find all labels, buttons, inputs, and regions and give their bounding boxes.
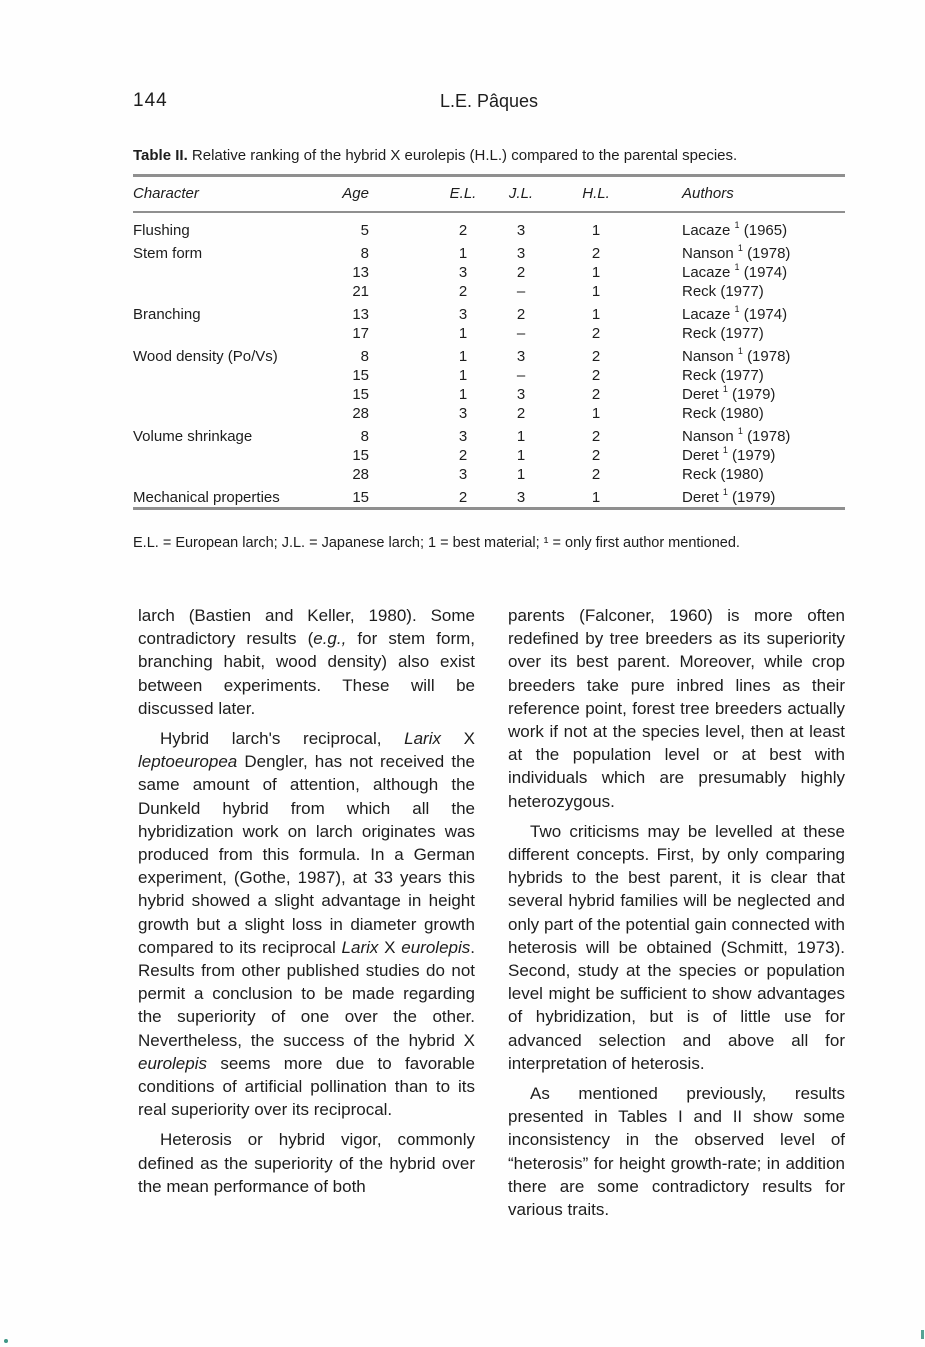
age-cell: 8 [360,428,369,445]
text-run: Two criticisms may be levelled at these different concepts. First, by only comparing hybrids to the best parent, it is clear that several hybrid families will be neglected and only part of the potential gain connected with heterosis will be obtained (Schmitt, 1973). Second, study at the species or population level might be sufficient to show advantages of hybridization, but is of little use for advanced selection and above all for interpretation of heterosis. [508,821,845,1073]
footnote-marker: 1 [722,487,728,497]
table-row [133,488,845,507]
paragraph [138,1128,475,1198]
authors-cell: Reck (1977) [682,325,764,342]
jl-cell: 3 [516,489,526,506]
table-caption-label: Table II. [133,147,188,164]
text-run: eurolepis [401,937,471,957]
table-top-rule [133,174,845,177]
text-run: . Results from other published studies do not permit a conclusion to be made regarding the superiority of one over the other. Nevertheless, the success of the hybrid X [138,937,475,1050]
el-cell: 2 [458,489,468,506]
table-row [133,385,845,404]
authors-cell: Lacaze $^1$ (1965) [682,220,788,239]
table-group [133,244,845,301]
authors-cell: Lacaze $^1$ (1974) [682,304,788,323]
table-header-row [133,185,845,202]
table-mid-rule [133,211,845,213]
hl-cell: 1 [591,264,601,281]
age-cell: 15 [352,489,369,506]
table-body [133,221,845,511]
hl-cell: 1 [591,489,601,506]
table-row [133,221,845,240]
table-row [133,465,845,484]
text-run: seems more due to favorable conditions of artificial pollination than to its real superiority over its reciprocal. [138,1053,475,1120]
table-row [133,404,845,423]
age-cell: 21 [352,283,369,300]
jl-cell: – [516,325,526,342]
column-header-authors: Authors [682,185,734,202]
age-cell: 28 [352,466,369,483]
authors-cell: Nanson $^1$ (1978) [682,346,791,365]
footnote-marker: 1 [734,304,740,314]
paragraph [508,604,845,813]
page-number: 144 [133,90,168,111]
table-bottom-rule [133,507,845,510]
footnote-marker: 1 [722,384,728,394]
text-run: Dengler, has not received the same amount of attention, although the Dunkeld hybrid from which all the hybridization work on larch originates was produced from this formula. In a German experiment, (Gothe, 1987), at 33 years this hybrid showed a slight advantage in height growth but a slight loss in diameter growth compared to its reciprocal [138,752,475,957]
text-run: leptoeuropea [138,752,238,772]
authors-cell: Reck (1977) [682,367,764,384]
table-row [133,446,845,465]
table-caption-text: Relative ranking of the hybrid X eurolepis (H.L.) compared to the parental species. [187,147,738,164]
el-cell: 2 [458,222,468,239]
age-cell: 17 [352,325,369,342]
hl-cell: 1 [591,283,601,300]
text-run: X [441,729,476,749]
table-row [133,427,845,446]
body-text [138,604,845,1228]
el-cell: 2 [458,283,468,300]
column-header-h-l: H.L. [582,185,610,202]
age-cell: 8 [360,245,369,262]
footnote-marker: 1 [722,445,728,455]
text-column-left [138,604,475,1228]
hl-cell: 2 [591,447,601,464]
text-run: parents (Falconer, 1960) is more often redefined by tree breeders as its superiority over its best parent. Moreover, while crop breeders take pure inbred lines as their reference point, forest tree breeders actually work if not at the species level, then at least at the population level or at best with individuals which are presumably highly heterozygous. [508,606,845,811]
authors-cell: Reck (1980) [682,466,764,483]
scan-artifact [921,1330,924,1339]
el-cell: 1 [458,245,468,262]
footnote-marker: 1 [734,220,740,230]
paragraph [508,1082,845,1221]
jl-cell: 2 [516,264,526,281]
hl-cell: 1 [591,222,601,239]
footnote-marker: 1 [734,262,740,272]
text-run: for stem form, branching habit, wood density) also exist between experiments. These will be discussed later. [138,629,475,718]
authors-cell: Deret $^1$ (1979) [682,384,776,403]
authors-cell: Deret $^1$ (1979) [682,487,776,506]
character-cell: Volume shrinkage [133,428,253,445]
text-run: As mentioned previously, results presented in Tables I and II show some inconsistency in the observed level of “heterosis” for height growth-rate; in addition there are some contradictory results for various traits. [508,1084,845,1220]
el-cell: 3 [458,405,468,422]
text-run: Larix [341,937,379,957]
table-group [133,488,845,507]
column-header-e-l: E.L. [449,185,477,202]
footnote-marker: 1 [737,346,743,356]
jl-cell: 1 [516,428,526,445]
character-cell: Wood density (Po/Vs) [133,348,278,365]
authors-cell: Nanson $^1$ (1978) [682,243,791,262]
table-row [133,263,845,282]
table-row [133,347,845,366]
table-group [133,347,845,423]
character-cell [133,282,305,301]
el-cell: 1 [458,348,468,365]
age-cell: 13 [352,264,369,281]
hl-cell: 2 [591,428,601,445]
character-cell [133,385,305,404]
age-cell: 15 [352,447,369,464]
column-header-age: Age [342,185,369,202]
character-cell [133,446,305,465]
hl-cell: 2 [591,386,601,403]
character-cell [133,324,305,343]
el-cell: 1 [458,325,468,342]
age-cell: 15 [352,386,369,403]
age-cell: 8 [360,348,369,365]
character-cell [133,404,305,423]
authors-cell: Deret $^1$ (1979) [682,445,776,464]
hl-cell: 2 [591,466,601,483]
column-header-j-l: J.L. [508,185,534,202]
character-cell [133,366,305,385]
age-cell: 5 [360,222,369,239]
jl-cell: 3 [516,222,526,239]
table-row [133,244,845,263]
jl-cell: 1 [516,447,526,464]
text-run: e.g., [313,629,347,649]
jl-cell: 3 [516,245,526,262]
character-cell: Stem form [133,245,203,262]
paragraph [138,604,475,720]
age-cell: 15 [352,367,369,384]
hl-cell: 1 [591,405,601,422]
paragraph [508,820,845,1075]
el-cell: 3 [458,466,468,483]
table-group [133,427,845,484]
table-row [133,282,845,301]
character-cell: Mechanical properties [133,489,280,506]
jl-cell: – [516,367,526,384]
character-cell [133,465,305,484]
table-footnote: E.L. = European larch; J.L. = Japanese larch; 1 = best material; ¹ = only first author mentioned. [133,535,740,551]
el-cell: 3 [458,264,468,281]
table-group [133,305,845,343]
character-cell [133,263,305,282]
text-run: Larix [404,729,441,749]
column-header-character: Character [133,185,199,202]
text-column-right [508,604,845,1228]
hl-cell: 1 [591,306,601,323]
character-cell: Flushing [133,222,190,239]
el-cell: 3 [458,306,468,323]
table-row [133,324,845,343]
character-cell: Branching [133,306,201,323]
table-caption [133,146,845,166]
jl-cell: 2 [516,306,526,323]
hl-cell: 2 [591,367,601,384]
el-cell: 1 [458,386,468,403]
table-row [133,305,845,324]
authors-cell: Nanson $^1$ (1978) [682,426,791,445]
running-head: L.E. Pâques [439,91,539,111]
scan-artifact [4,1339,8,1343]
paragraph [138,727,475,1121]
authors-cell: Reck (1980) [682,405,764,422]
jl-cell: 3 [516,386,526,403]
el-cell: 1 [458,367,468,384]
table-row [133,366,845,385]
text-run: X [378,937,402,957]
text-run: Heterosis or hybrid vigor, commonly defined as the superiority of the hybrid over the mean performance of both [138,1130,475,1196]
el-cell: 3 [458,428,468,445]
el-cell: 2 [458,447,468,464]
authors-cell: Reck (1977) [682,283,764,300]
table-group [133,221,845,240]
jl-cell: – [516,283,526,300]
text-run: larch (Bastien and Keller, 1980). Some contradictory results ( [138,606,475,649]
authors-cell: Lacaze $^1$ (1974) [682,262,788,281]
hl-cell: 2 [591,325,601,342]
text-run: eurolepis [138,1053,207,1073]
jl-cell: 2 [516,405,526,422]
text-run: Hybrid larch's reciprocal, [160,729,405,749]
footnote-marker: 1 [737,243,743,253]
hl-cell: 2 [591,245,601,262]
jl-cell: 1 [516,466,526,483]
hl-cell: 2 [591,348,601,365]
age-cell: 28 [352,405,369,422]
jl-cell: 3 [516,348,526,365]
page-header [133,90,845,114]
age-cell: 13 [352,306,369,323]
footnote-marker: 1 [737,426,743,436]
